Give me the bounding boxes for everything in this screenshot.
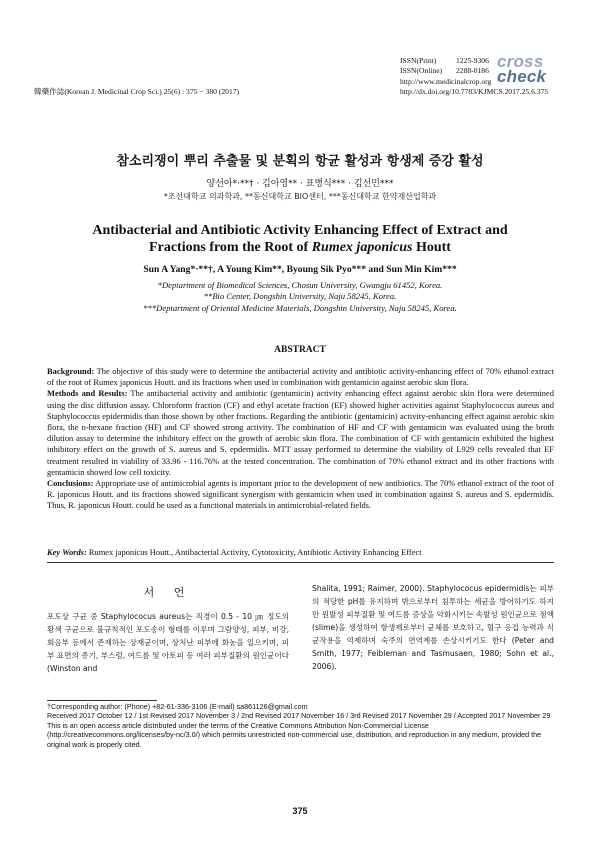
page-number: 375 — [292, 806, 308, 816]
footnote-divider — [47, 700, 157, 701]
logo-word-cross: cross — [497, 52, 544, 71]
korean-affiliations: *조선대학교 의과학과, **동신대학교 BIO센터, ***동신대학교 한약재산업학과 — [163, 192, 437, 201]
english-authors: Sun A Yang*·**†, A Young Kim**, Byoung Sik Pyo*** and Sun Min Kim*** — [143, 264, 457, 275]
license-text: This is an open access article distributed under the terms of the Creative Commons Attribution Non-Commercial License (http://creativecommons.org/licenses/by-nc/3.0/) which permits unrestricted non-commercial use, distribution, and reproduction in any medium, provided the original work is properly cited. — [47, 720, 542, 749]
species-name: Rumex japonicus — [311, 240, 413, 255]
intro-right-column: Shalita, 1991; Raimer, 2000). Staphylococus epidermidis는 피부의 적당한 pH를 유지하며 밖으로부터 침투하는 세균을 방어하기도 하지만 원발성 피부질환 및 여드름 증상을 악화시키는 속발성 원인균으로 점액 (slime)을 생성하여 항생제로부터 균체를 보호하고, 혈구 응집 능력과 식균작용을 억제하며 숙주의 면역계를 손상시키기도 한다 (Peter and Smith, 1977; Feibleman and Tasmusaen, 1980; Sohn et al., 2006). — [312, 584, 554, 671]
issn-print-label: ISSN(Print) — [400, 56, 437, 65]
affiliation-3: ***Deptartment of Oriental Medicine Materials, Dongshin University, Naju 58245, Korea. — [143, 302, 457, 313]
abstract-background: Background: The objective of this study were to determine the antibacterial activity and antibiotic activity-enhancing effect of 70% ethanol extract of the root of Rumex japonicus Houtt. and its fractions when used in combination with gentamicin against aerobic skin flora. — [47, 366, 554, 388]
logo-word-check: check — [497, 67, 547, 86]
intro-left-column: 포도상 구균 중 Staphylococus aureus는 직경이 0.5 - 10 ㎛ 정도의 황색 구균으로 불규칙적인 포도송이 형태를 이루며 그람양성, 피부, 비강, 회음부 등에서 존재하는 상재균이며, 상처난 피부에 화농을 일으키며, 피부 표면의 종기, 부스럼, 여드름 및 아토피 등 여러 피부질환의 원인균이다 (Winston and — [47, 612, 289, 673]
journal-citation: 韓藥作誌(Korean J. Medicinal Crop Sci.) 25(6) : 375 − 380 (2017) — [34, 87, 240, 96]
corresponding-author: †Corresponding author: (Phone) +82-61-336-3106 (E-mail) sa861126@gmail.com — [47, 702, 308, 711]
received-dates: Received 2017 October 12 / 1st Revised 2017 November 3 / 2nd Revised 2017 November 16 / 3rd Revised 2017 November 29 / Accepted 2017 November 29 — [47, 711, 551, 721]
abstract-conclusions: Conclusions: Appropriate use of antimicrobial agents is important prior to the development of new antibiotics. The 70% ethanol extract of the root of R. japonicus Houtt. and its fractions showed significant synergism with gentamicin when used in combination against S. aureus and S. epdermidis. Thus, R. japonicus Houtt. could be used as a functional materials in antimicrobial-related fields. — [47, 478, 554, 511]
keywords: Key Words: Rumex japonicus Houtt., Antibacterial Activity, Cytotoxicity, Antibiotic Activity Enhancing Effect — [47, 547, 422, 557]
english-title — [0, 222, 600, 256]
affiliation-1: *Deptartment of Biomedical Sciences, Chosun University, Gwangju 61452, Korea. — [157, 280, 443, 290]
korean-authors: 양선아*·**† · 김아영** · 표병식*** · 김선민*** — [206, 179, 394, 189]
section-divider — [47, 562, 554, 563]
english-title-line2: Fractions from the Root of Rumex japonicus Houtt — [149, 240, 451, 255]
korean-title: 참소리쟁이 뿌리 추출물 및 분획의 항균 활성과 항생제 증강 활성 — [116, 154, 484, 169]
abstract-methods: Methods and Results: The antibacterial activity and antibiotic (gentamicin) activity enhancing effect against aerobic skin flora were determined using the disc diffusion assay. Chloroform fraction (CF) and ethyl acetate fraction (EF) showed higher activities against Staphylococcus aureus and Staphylococcus epidermidis than those shown by other fractions. Regarding the antibiotic (gentamicin) activity-enhancing effect against aerobic skin flora, the n-hexane fraction (HF) and CF showed strong activity. The combination of HF and CF with gentamicin was evaluated using the broth dilution assay to determine the inhibitory effect on the growth of aerobic skin flora. The combination of CF with gentamicin exhibited the highest inhibitory effect on the growth of S. aureus and S. epdermidis. MTT assay performed to determine the viability of L929 cells revealed that EF treatment resulted in viability of 33.96 - 116.76% at the tested concentration. The combination of 70% ethanol extract and its other fractions with gentamicin showed low cell toxicity. — [47, 388, 554, 477]
issn-online-label: ISSN(Online) — [400, 66, 443, 76]
intro-heading: 서 언 — [143, 586, 193, 599]
english-title-line1: Antibacterial and Antibiotic Activity Enhancing Effect of Extract and — [92, 223, 508, 238]
english-affiliations — [0, 280, 600, 314]
affiliation-2: **Bio Center, Dongshin University, Naju 58245, Korea. — [203, 291, 397, 302]
abstract-heading: ABSTRACT — [274, 345, 326, 355]
abstract-body — [47, 366, 554, 512]
footnote — [47, 702, 554, 749]
doi-link[interactable]: http://dx.doi.org/10.7783/KJMCS.2017.25.6.375 — [400, 87, 549, 97]
journal-website-link[interactable]: http://www.medicinalcrop.org — [400, 76, 492, 86]
crossmark-logo[interactable] — [497, 54, 567, 88]
issn-print: 1225-9306 — [456, 56, 489, 65]
issn-online: 2288-0186 — [456, 66, 489, 76]
